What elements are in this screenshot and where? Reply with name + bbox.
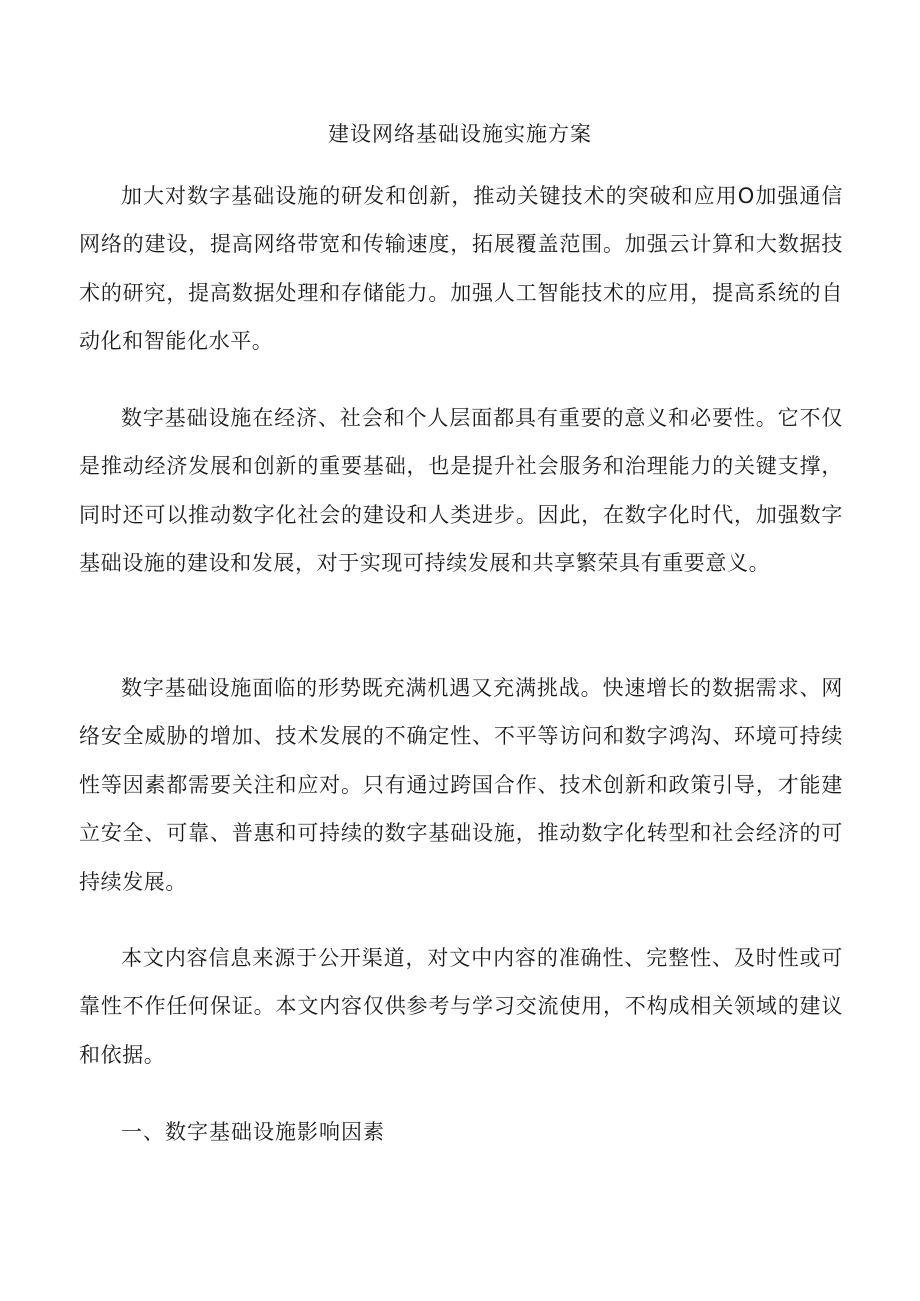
section-heading: 一、数字基础设施影响因素	[121, 1120, 385, 1144]
paragraph-3: 数字基础设施面临的形势既充满机遇又充满挑战。快速增长的数据需求、网络安全威胁的增加、技术发展的不确定性、不平等访问和数字鸿沟、环境可持续性等因素都需要关注和应对。只有通过跨国合作、技术创新和政策引导，才能建立安全、可靠、普惠和可持续的数字基础设施，推动数字化转型和社会经济的可持续发展。	[79, 676, 843, 894]
document-title: 建设网络基础设施实施方案	[328, 122, 592, 146]
paragraph-1: 加大对数字基础设施的研发和创新，推动关键技术的突破和应用O加强通信网络的建设，提高网络带宽和传输速度，拓展覆盖范围。加强云计算和大数据技术的研究，提高数据处理和存储能力。加强人工智能技术的应用，提高系统的自动化和智能化水平。	[79, 184, 843, 354]
paragraph-4: 本文内容信息来源于公开渠道，对文中内容的准确性、完整性、及时性或可靠性不作任何保证。本文内容仅供参考与学习交流使用，不构成相关领域的建议和依据。	[79, 946, 843, 1067]
paragraph-2: 数字基础设施在经济、社会和个人层面都具有重要的意义和必要性。它不仅是推动经济发展和创新的重要基础，也是提升社会服务和治理能力的关键支撑，同时还可以推动数字化社会的建设和人类进步。因此，在数字化时代，加强数字基础设施的建设和发展，对于实现可持续发展和共享繁荣具有重要意义。	[79, 406, 843, 576]
